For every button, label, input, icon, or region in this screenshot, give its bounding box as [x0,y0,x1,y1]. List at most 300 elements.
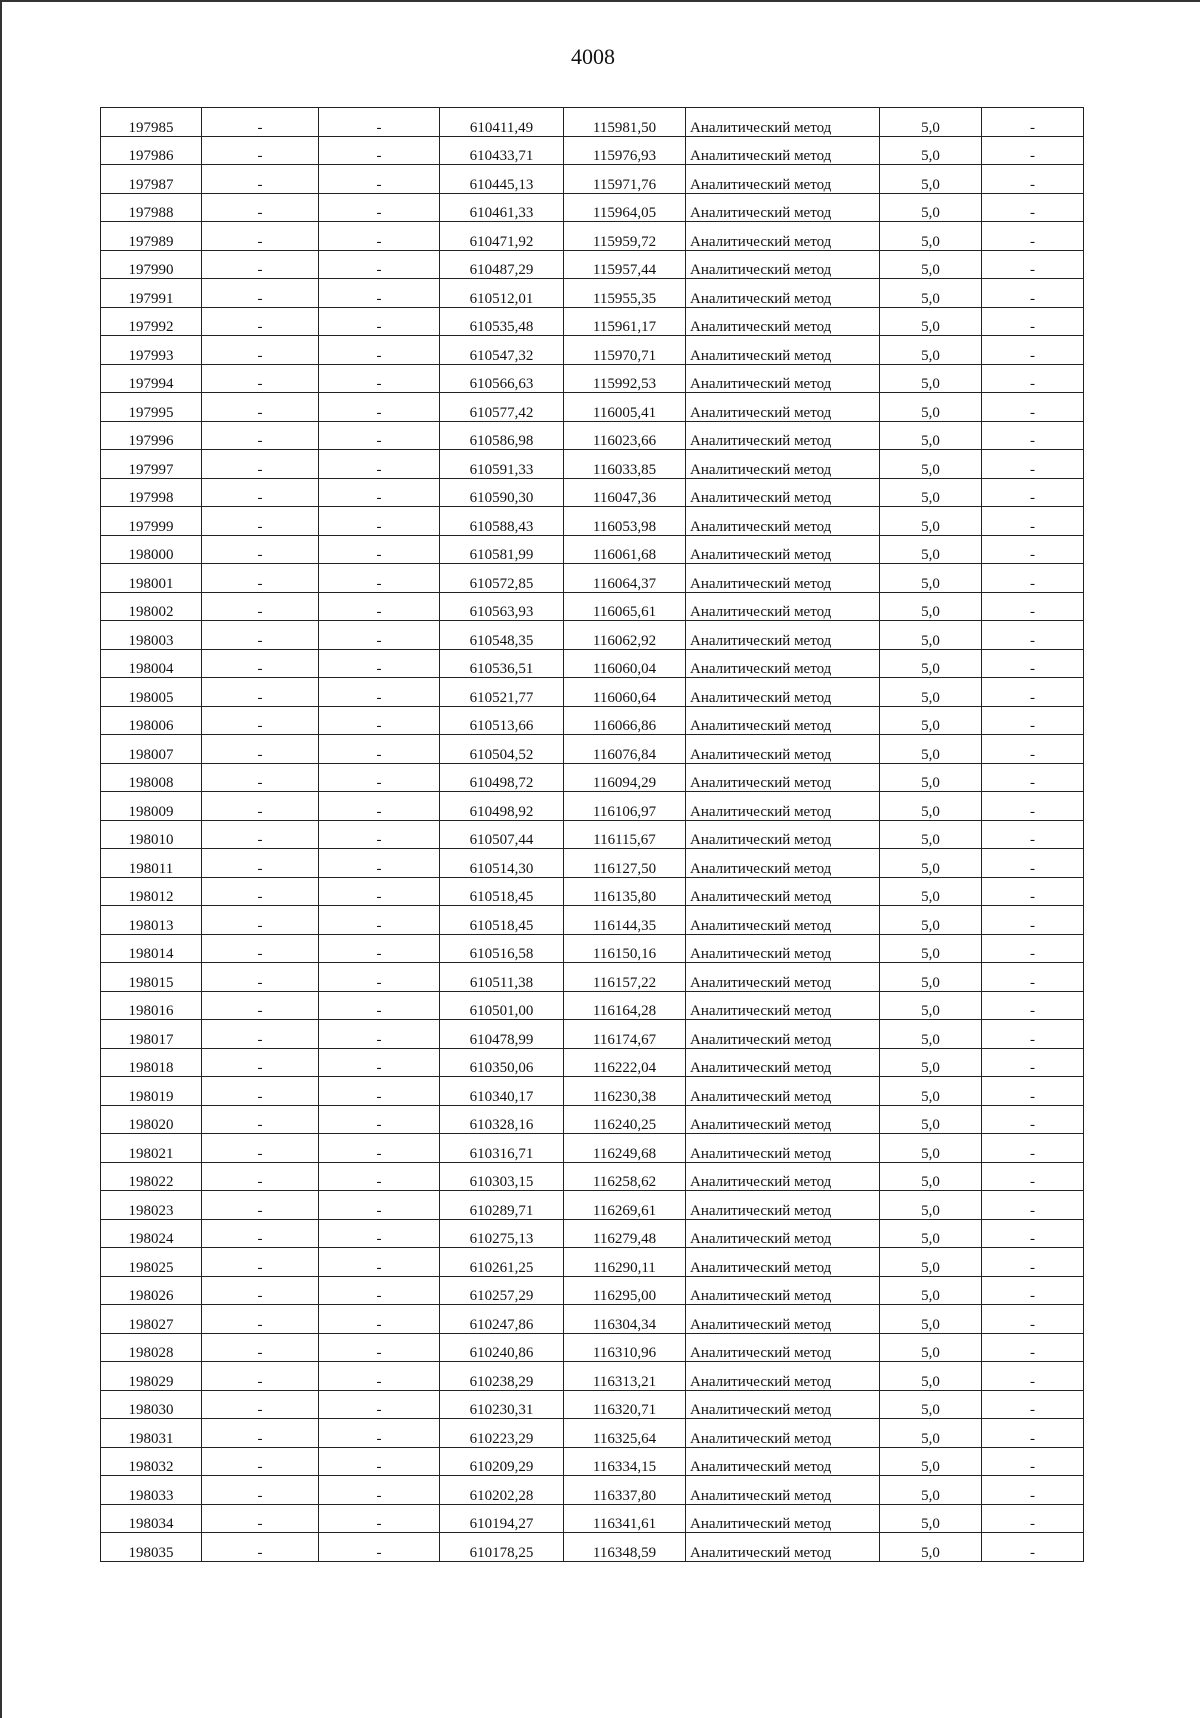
point-number-cell: 198018 [101,1048,202,1077]
table-row [101,906,1084,935]
column-8-cell: - [982,706,1084,735]
x-coordinate-cell: 610478,99 [440,1020,564,1049]
table-row [101,165,1084,194]
column-8-cell: - [982,250,1084,279]
point-number-cell: 198022 [101,1162,202,1191]
y-coordinate-cell: 116115,67 [564,820,686,849]
column-2-cell: - [202,792,319,821]
method-cell: Аналитический метод [686,592,880,621]
table-row [101,792,1084,821]
method-cell: Аналитический метод [686,1077,880,1106]
table-row [101,1219,1084,1248]
column-2-cell: - [202,963,319,992]
column-2-cell: - [202,849,319,878]
point-number-cell: 198027 [101,1305,202,1334]
column-8-cell: - [982,564,1084,593]
column-2-cell: - [202,1447,319,1476]
method-cell: Аналитический метод [686,279,880,308]
column-8-cell: - [982,849,1084,878]
column-8-cell: - [982,478,1084,507]
column-2-cell: - [202,1390,319,1419]
column-8-cell: - [982,1333,1084,1362]
y-coordinate-cell: 116295,00 [564,1276,686,1305]
table-row [101,535,1084,564]
column-8-cell: - [982,1248,1084,1277]
y-coordinate-cell: 116222,04 [564,1048,686,1077]
table-row [101,421,1084,450]
column-3-cell: - [319,535,440,564]
y-coordinate-cell: 116064,37 [564,564,686,593]
column-2-cell: - [202,991,319,1020]
method-cell: Аналитический метод [686,478,880,507]
method-cell: Аналитический метод [686,535,880,564]
table-row [101,478,1084,507]
x-coordinate-cell: 610411,49 [440,108,564,137]
column-2-cell: - [202,906,319,935]
column-2-cell: - [202,1333,319,1362]
column-8-cell: - [982,763,1084,792]
column-2-cell: - [202,1219,319,1248]
x-coordinate-cell: 610303,15 [440,1162,564,1191]
method-cell: Аналитический метод [686,450,880,479]
x-coordinate-cell: 610433,71 [440,136,564,165]
method-cell: Аналитический метод [686,421,880,450]
accuracy-cell: 5,0 [880,820,982,849]
column-3-cell: - [319,1105,440,1134]
x-coordinate-cell: 610178,25 [440,1533,564,1562]
table-row [101,564,1084,593]
method-cell: Аналитический метод [686,507,880,536]
column-3-cell: - [319,1191,440,1220]
method-cell: Аналитический метод [686,1305,880,1334]
column-3-cell: - [319,1020,440,1049]
x-coordinate-cell: 610504,52 [440,735,564,764]
x-coordinate-cell: 610590,30 [440,478,564,507]
x-coordinate-cell: 610516,58 [440,934,564,963]
y-coordinate-cell: 116320,71 [564,1390,686,1419]
point-number-cell: 197991 [101,279,202,308]
method-cell: Аналитический метод [686,193,880,222]
x-coordinate-cell: 610548,35 [440,621,564,650]
column-2-cell: - [202,1504,319,1533]
table-row [101,1504,1084,1533]
y-coordinate-cell: 116337,80 [564,1476,686,1505]
x-coordinate-cell: 610194,27 [440,1504,564,1533]
accuracy-cell: 5,0 [880,963,982,992]
table-row [101,1077,1084,1106]
column-8-cell: - [982,1305,1084,1334]
method-cell: Аналитический метод [686,364,880,393]
column-2-cell: - [202,1476,319,1505]
column-8-cell: - [982,1134,1084,1163]
accuracy-cell: 5,0 [880,1219,982,1248]
point-number-cell: 198024 [101,1219,202,1248]
accuracy-cell: 5,0 [880,1020,982,1049]
page-number: 4008 [571,44,615,69]
column-2-cell: - [202,108,319,137]
x-coordinate-cell: 610563,93 [440,592,564,621]
method-cell: Аналитический метод [686,1048,880,1077]
x-coordinate-cell: 610289,71 [440,1191,564,1220]
table-row [101,307,1084,336]
column-3-cell: - [319,564,440,593]
column-3-cell: - [319,421,440,450]
method-cell: Аналитический метод [686,1105,880,1134]
column-3-cell: - [319,393,440,422]
column-3-cell: - [319,136,440,165]
table-row [101,849,1084,878]
y-coordinate-cell: 116144,35 [564,906,686,935]
y-coordinate-cell: 116106,97 [564,792,686,821]
y-coordinate-cell: 116157,22 [564,963,686,992]
y-coordinate-cell: 116313,21 [564,1362,686,1391]
x-coordinate-cell: 610514,30 [440,849,564,878]
table-row [101,820,1084,849]
column-8-cell: - [982,934,1084,963]
column-3-cell: - [319,478,440,507]
column-2-cell: - [202,421,319,450]
accuracy-cell: 5,0 [880,1447,982,1476]
method-cell: Аналитический метод [686,621,880,650]
column-8-cell: - [982,507,1084,536]
x-coordinate-cell: 610518,45 [440,906,564,935]
column-8-cell: - [982,279,1084,308]
column-2-cell: - [202,307,319,336]
column-2-cell: - [202,193,319,222]
column-3-cell: - [319,1419,440,1448]
column-3-cell: - [319,649,440,678]
table-row [101,136,1084,165]
column-8-cell: - [982,1020,1084,1049]
point-number-cell: 197997 [101,450,202,479]
column-3-cell: - [319,1276,440,1305]
column-3-cell: - [319,222,440,251]
accuracy-cell: 5,0 [880,1048,982,1077]
y-coordinate-cell: 116325,64 [564,1419,686,1448]
point-number-cell: 198017 [101,1020,202,1049]
point-number-cell: 198008 [101,763,202,792]
column-2-cell: - [202,820,319,849]
column-8-cell: - [982,393,1084,422]
column-2-cell: - [202,250,319,279]
column-2-cell: - [202,621,319,650]
y-coordinate-cell: 116060,64 [564,678,686,707]
accuracy-cell: 5,0 [880,678,982,707]
column-2-cell: - [202,1134,319,1163]
x-coordinate-cell: 610202,28 [440,1476,564,1505]
column-3-cell: - [319,1533,440,1562]
table-row [101,364,1084,393]
accuracy-cell: 5,0 [880,393,982,422]
method-cell: Аналитический метод [686,706,880,735]
accuracy-cell: 5,0 [880,136,982,165]
column-8-cell: - [982,991,1084,1020]
column-2-cell: - [202,1533,319,1562]
x-coordinate-cell: 610535,48 [440,307,564,336]
method-cell: Аналитический метод [686,336,880,365]
column-8-cell: - [982,421,1084,450]
y-coordinate-cell: 116047,36 [564,478,686,507]
column-8-cell: - [982,1077,1084,1106]
method-cell: Аналитический метод [686,1248,880,1277]
accuracy-cell: 5,0 [880,1305,982,1334]
table-row [101,1248,1084,1277]
point-number-cell: 198029 [101,1362,202,1391]
column-2-cell: - [202,1191,319,1220]
column-3-cell: - [319,1162,440,1191]
column-8-cell: - [982,678,1084,707]
x-coordinate-cell: 610261,25 [440,1248,564,1277]
y-coordinate-cell: 115976,93 [564,136,686,165]
table-row [101,706,1084,735]
accuracy-cell: 5,0 [880,478,982,507]
column-8-cell: - [982,165,1084,194]
x-coordinate-cell: 610591,33 [440,450,564,479]
column-3-cell: - [319,336,440,365]
x-coordinate-cell: 610316,71 [440,1134,564,1163]
y-coordinate-cell: 115959,72 [564,222,686,251]
point-number-cell: 198011 [101,849,202,878]
column-2-cell: - [202,706,319,735]
y-coordinate-cell: 115970,71 [564,336,686,365]
column-2-cell: - [202,763,319,792]
column-8-cell: - [982,621,1084,650]
y-coordinate-cell: 116174,67 [564,1020,686,1049]
x-coordinate-cell: 610223,29 [440,1419,564,1448]
table-row [101,991,1084,1020]
method-cell: Аналитический метод [686,1533,880,1562]
table-row [101,1162,1084,1191]
table-row [101,1134,1084,1163]
x-coordinate-cell: 610328,16 [440,1105,564,1134]
method-cell: Аналитический метод [686,222,880,251]
method-cell: Аналитический метод [686,934,880,963]
column-3-cell: - [319,678,440,707]
x-coordinate-cell: 610588,43 [440,507,564,536]
method-cell: Аналитический метод [686,1362,880,1391]
column-8-cell: - [982,1162,1084,1191]
table-row [101,1390,1084,1419]
method-cell: Аналитический метод [686,849,880,878]
column-3-cell: - [319,621,440,650]
accuracy-cell: 5,0 [880,706,982,735]
accuracy-cell: 5,0 [880,849,982,878]
accuracy-cell: 5,0 [880,735,982,764]
column-2-cell: - [202,1419,319,1448]
y-coordinate-cell: 116334,15 [564,1447,686,1476]
point-number-cell: 197992 [101,307,202,336]
accuracy-cell: 5,0 [880,991,982,1020]
table-row [101,649,1084,678]
table-row [101,1447,1084,1476]
accuracy-cell: 5,0 [880,279,982,308]
y-coordinate-cell: 116005,41 [564,393,686,422]
method-cell: Аналитический метод [686,393,880,422]
column-3-cell: - [319,849,440,878]
y-coordinate-cell: 116348,59 [564,1533,686,1562]
column-3-cell: - [319,364,440,393]
point-number-cell: 198032 [101,1447,202,1476]
column-8-cell: - [982,1390,1084,1419]
method-cell: Аналитический метод [686,877,880,906]
table-row [101,108,1084,137]
table-row [101,1533,1084,1562]
accuracy-cell: 5,0 [880,592,982,621]
column-8-cell: - [982,1219,1084,1248]
table-row [101,450,1084,479]
table-row [101,222,1084,251]
table-row [101,336,1084,365]
accuracy-cell: 5,0 [880,108,982,137]
point-number-cell: 198007 [101,735,202,764]
method-cell: Аналитический метод [686,250,880,279]
y-coordinate-cell: 116304,34 [564,1305,686,1334]
column-8-cell: - [982,877,1084,906]
column-8-cell: - [982,735,1084,764]
x-coordinate-cell: 610511,38 [440,963,564,992]
point-number-cell: 198030 [101,1390,202,1419]
column-8-cell: - [982,963,1084,992]
column-8-cell: - [982,535,1084,564]
point-number-cell: 197985 [101,108,202,137]
column-8-cell: - [982,1048,1084,1077]
coordinates-table-body [101,108,1084,1562]
accuracy-cell: 5,0 [880,1248,982,1277]
point-number-cell: 197989 [101,222,202,251]
method-cell: Аналитический метод [686,678,880,707]
point-number-cell: 198023 [101,1191,202,1220]
y-coordinate-cell: 116290,11 [564,1248,686,1277]
x-coordinate-cell: 610498,72 [440,763,564,792]
column-3-cell: - [319,1219,440,1248]
column-3-cell: - [319,250,440,279]
y-coordinate-cell: 116269,61 [564,1191,686,1220]
accuracy-cell: 5,0 [880,193,982,222]
table-row [101,763,1084,792]
accuracy-cell: 5,0 [880,250,982,279]
page-edge-left [0,0,2,1718]
point-number-cell: 198034 [101,1504,202,1533]
y-coordinate-cell: 116065,61 [564,592,686,621]
point-number-cell: 198013 [101,906,202,935]
point-number-cell: 198015 [101,963,202,992]
method-cell: Аналитический метод [686,906,880,935]
y-coordinate-cell: 116279,48 [564,1219,686,1248]
column-8-cell: - [982,364,1084,393]
column-3-cell: - [319,991,440,1020]
method-cell: Аналитический метод [686,1162,880,1191]
method-cell: Аналитический метод [686,1333,880,1362]
column-2-cell: - [202,393,319,422]
column-2-cell: - [202,592,319,621]
column-2-cell: - [202,336,319,365]
column-2-cell: - [202,1162,319,1191]
column-8-cell: - [982,1419,1084,1448]
point-number-cell: 198014 [101,934,202,963]
x-coordinate-cell: 610512,01 [440,279,564,308]
column-8-cell: - [982,1476,1084,1505]
column-8-cell: - [982,1362,1084,1391]
column-2-cell: - [202,364,319,393]
point-number-cell: 198009 [101,792,202,821]
accuracy-cell: 5,0 [880,1077,982,1106]
accuracy-cell: 5,0 [880,1276,982,1305]
column-2-cell: - [202,678,319,707]
accuracy-cell: 5,0 [880,507,982,536]
x-coordinate-cell: 610445,13 [440,165,564,194]
point-number-cell: 198010 [101,820,202,849]
x-coordinate-cell: 610518,45 [440,877,564,906]
table-row [101,1105,1084,1134]
column-2-cell: - [202,735,319,764]
column-8-cell: - [982,1105,1084,1134]
column-3-cell: - [319,507,440,536]
method-cell: Аналитический метод [686,735,880,764]
x-coordinate-cell: 610240,86 [440,1333,564,1362]
column-8-cell: - [982,1447,1084,1476]
table-row [101,250,1084,279]
table-row [101,1048,1084,1077]
column-2-cell: - [202,1362,319,1391]
point-number-cell: 198035 [101,1533,202,1562]
y-coordinate-cell: 116076,84 [564,735,686,764]
x-coordinate-cell: 610572,85 [440,564,564,593]
column-2-cell: - [202,1305,319,1334]
accuracy-cell: 5,0 [880,1333,982,1362]
table-row [101,621,1084,650]
point-number-cell: 198026 [101,1276,202,1305]
column-3-cell: - [319,592,440,621]
column-8-cell: - [982,792,1084,821]
y-coordinate-cell: 116060,04 [564,649,686,678]
x-coordinate-cell: 610581,99 [440,535,564,564]
table-row [101,393,1084,422]
table-row [101,1191,1084,1220]
column-3-cell: - [319,706,440,735]
column-3-cell: - [319,1077,440,1106]
column-3-cell: - [319,165,440,194]
column-3-cell: - [319,963,440,992]
column-2-cell: - [202,279,319,308]
column-3-cell: - [319,1305,440,1334]
column-3-cell: - [319,450,440,479]
column-2-cell: - [202,1048,319,1077]
column-8-cell: - [982,820,1084,849]
point-number-cell: 198025 [101,1248,202,1277]
column-8-cell: - [982,649,1084,678]
point-number-cell: 198000 [101,535,202,564]
x-coordinate-cell: 610471,92 [440,222,564,251]
column-2-cell: - [202,564,319,593]
accuracy-cell: 5,0 [880,1162,982,1191]
accuracy-cell: 5,0 [880,1419,982,1448]
y-coordinate-cell: 116033,85 [564,450,686,479]
accuracy-cell: 5,0 [880,165,982,194]
x-coordinate-cell: 610501,00 [440,991,564,1020]
table-row [101,1362,1084,1391]
accuracy-cell: 5,0 [880,906,982,935]
accuracy-cell: 5,0 [880,1191,982,1220]
accuracy-cell: 5,0 [880,450,982,479]
column-3-cell: - [319,792,440,821]
column-2-cell: - [202,450,319,479]
x-coordinate-cell: 610461,33 [440,193,564,222]
point-number-cell: 197995 [101,393,202,422]
method-cell: Аналитический метод [686,307,880,336]
table-row [101,193,1084,222]
table-row [101,507,1084,536]
x-coordinate-cell: 610275,13 [440,1219,564,1248]
